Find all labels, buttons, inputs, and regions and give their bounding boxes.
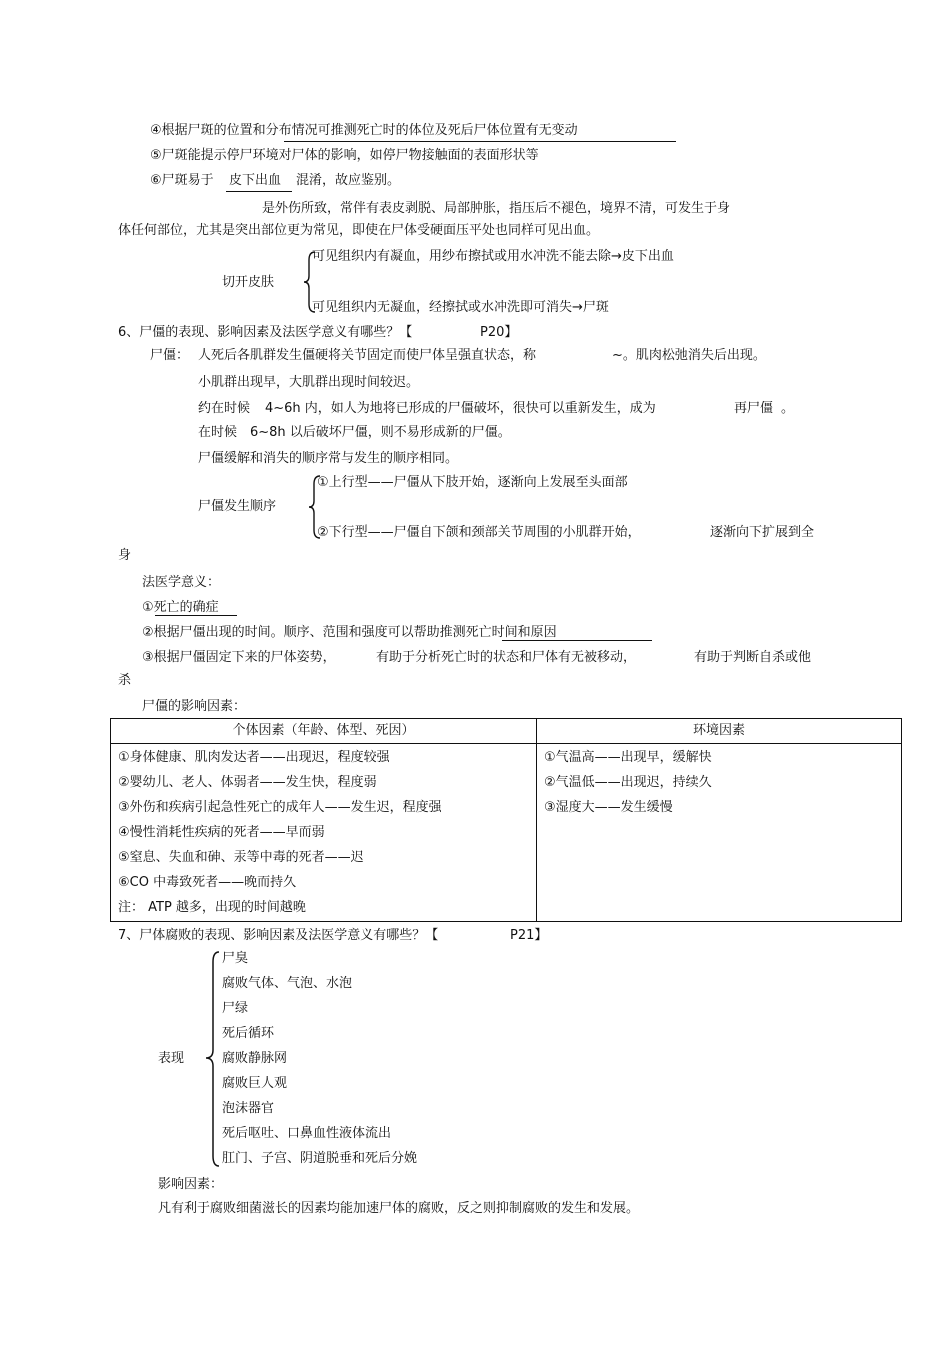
rigor-def-text: 人死后各肌群发生僵硬将关节固定而使尸体呈强直状态，称 <box>198 348 537 363</box>
table-row: ①身体健康、肌肉发达者——出现迟，程度较强 <box>118 750 390 765</box>
bruise-text-line-1: 是外伤所致，常伴有表皮剥脱、局部肿胀，指压后不褪色，境界不清，可发生于身 <box>262 201 731 216</box>
rigor-sequence-up: ①上行型——尸僵从下肢开始，逐渐向上发展至头面部 <box>317 475 628 490</box>
livor-item-6-prefix: ⑥尸斑易于 <box>150 173 214 188</box>
livor-item-5: ⑤尸斑能提示停尸环境对尸体的影响，如停尸物接触面的表面形状等 <box>150 148 539 163</box>
table-row: ②气温低——出现迟，持续久 <box>544 775 712 790</box>
rigor-68h-a: 在时候 <box>198 425 238 440</box>
rigor-factors-label: 尸僵的影响因素： <box>142 699 247 714</box>
rigor-46h-c: 再尸僵 <box>734 401 774 416</box>
rigor-sequence-down-end: 身 <box>118 548 132 563</box>
q6-heading: 6、尸僵的表现、影响因素及法医学意义有哪些？【 <box>118 325 413 340</box>
q7-heading-page: P21】 <box>510 928 548 943</box>
putrefaction-item: 尸绿 <box>222 1001 249 1016</box>
table-row: ②婴幼儿、老人、体弱者——发生快，程度弱 <box>118 775 377 790</box>
putrefaction-factors-text: 凡有利于腐败细菌滋长的因素均能加速尸体的腐败，反之则抑制腐败的发生和发展。 <box>158 1201 640 1216</box>
putrefaction-item: 腐败静脉网 <box>222 1051 288 1066</box>
q6-heading-page: P20】 <box>480 325 518 340</box>
rigor-sequence-down-cont: 逐渐向下扩展到全 <box>710 525 815 540</box>
table-row: ⑥CO 中毒致死者——晚而持久 <box>118 875 297 890</box>
q7-heading: 7、尸体腐败的表现、影响因素及法医学意义有哪些？【 <box>118 928 439 943</box>
rigor-sequence-label: 尸僵发生顺序 <box>198 499 277 514</box>
forensic-meaning-3d: 杀 <box>118 673 132 688</box>
rigor-sequence-down: ②下行型——尸僵自下颌和颈部关节周围的小肌群开始， <box>317 525 641 540</box>
table-row: ③湿度大——发生缓慢 <box>544 800 673 815</box>
rigor-factors-table <box>110 718 902 922</box>
rigor-order-line: 尸僵缓解和消失的顺序常与发生的顺序相同。 <box>198 451 459 466</box>
rigor-small-muscle: 小肌群出现早，大肌群出现时间较迟。 <box>198 375 420 390</box>
putrefaction-item: 死后循环 <box>222 1026 275 1041</box>
putrefaction-item: 肛门、子宫、阴道脱垂和死后分娩 <box>222 1151 418 1166</box>
forensic-meaning-3b: 有助于分析死亡时的状态和尸体有无被移动， <box>376 650 637 665</box>
underline <box>284 141 676 142</box>
putrefaction-item: 腐败巨人观 <box>222 1076 288 1091</box>
livor-item-6-suffix: 混淆，故应鉴别。 <box>296 173 401 188</box>
rigor-def-tail: ~。肌肉松弛消失后出现。 <box>612 348 766 363</box>
environment-factors-cell <box>537 744 902 922</box>
putrefaction-show-label: 表现 <box>158 1051 185 1066</box>
individual-factors-cell <box>111 744 537 922</box>
putrefaction-factors-label: 影响因素： <box>158 1177 224 1192</box>
putrefaction-item: 死后呕吐、口鼻血性液体流出 <box>222 1126 392 1141</box>
bruise-text-line-2: 体任何部位，尤其是突出部位更为常见，即使在尸体受硬面压平处也同样可见出血。 <box>118 223 600 238</box>
rigor-46h-d: 。 <box>781 401 795 416</box>
livor-item-6-blank: 皮下出血 <box>229 173 282 188</box>
forensic-meaning-3c: 有助于判断自杀或他 <box>694 650 812 665</box>
brace-icon <box>204 950 222 1168</box>
table-header-environment: 环境因素 <box>537 719 902 744</box>
cut-skin-option-1: 可见组织内有凝血，用纱布擦拭或用水冲洗不能去除→皮下出血 <box>312 249 674 264</box>
table-row: ⑤窒息、失血和砷、汞等中毒的死者——迟 <box>118 850 364 865</box>
putrefaction-item: 尸臭 <box>222 951 249 966</box>
forensic-meaning-2: ②根据尸僵出现的时间。顺序、范围和强度可以帮助推测死亡时间和原因 <box>142 625 557 640</box>
underline <box>502 640 652 641</box>
forensic-meaning-3a: ③根据尸僵固定下来的尸体姿势， <box>142 650 336 665</box>
cut-skin-option-2: 可见组织内无凝血，经擦拭或水冲洗即可消失→尸斑 <box>312 300 609 315</box>
rigor-68h-b: 6~8h 以后破坏尸僵，则不易形成新的尸僵。 <box>250 425 511 440</box>
forensic-meaning-label: 法医学意义： <box>142 575 221 590</box>
underline <box>226 191 292 192</box>
table-header-individual: 个体因素（年龄、体型、死因） <box>111 719 537 744</box>
rigor-def-label: 尸僵： <box>150 348 190 363</box>
underline <box>155 615 237 616</box>
rigor-46h-b: 4~6h 内，如人为地将已形成的尸僵破坏，很快可以重新发生，成为 <box>265 401 656 416</box>
rigor-46h-a: 约在时候 <box>198 401 251 416</box>
forensic-meaning-1: ①死亡的确症 <box>142 600 219 615</box>
table-row: 注： ATP 越多，出现的时间越晚 <box>118 900 306 915</box>
cut-skin-label: 切开皮肤 <box>222 275 275 290</box>
table-row: ④慢性消耗性疾病的死者——早而弱 <box>118 825 325 840</box>
table-row: ①气温高——出现早，缓解快 <box>544 750 712 765</box>
putrefaction-item: 腐败气体、气泡、水泡 <box>222 976 353 991</box>
livor-item-4: ④根据尸斑的位置和分布情况可推测死亡时的体位及死后尸体位置有无变动 <box>150 123 578 138</box>
table-row: ③外伤和疾病引起急性死亡的成年人——发生迟，程度强 <box>118 800 442 815</box>
putrefaction-item: 泡沫器官 <box>222 1101 275 1116</box>
